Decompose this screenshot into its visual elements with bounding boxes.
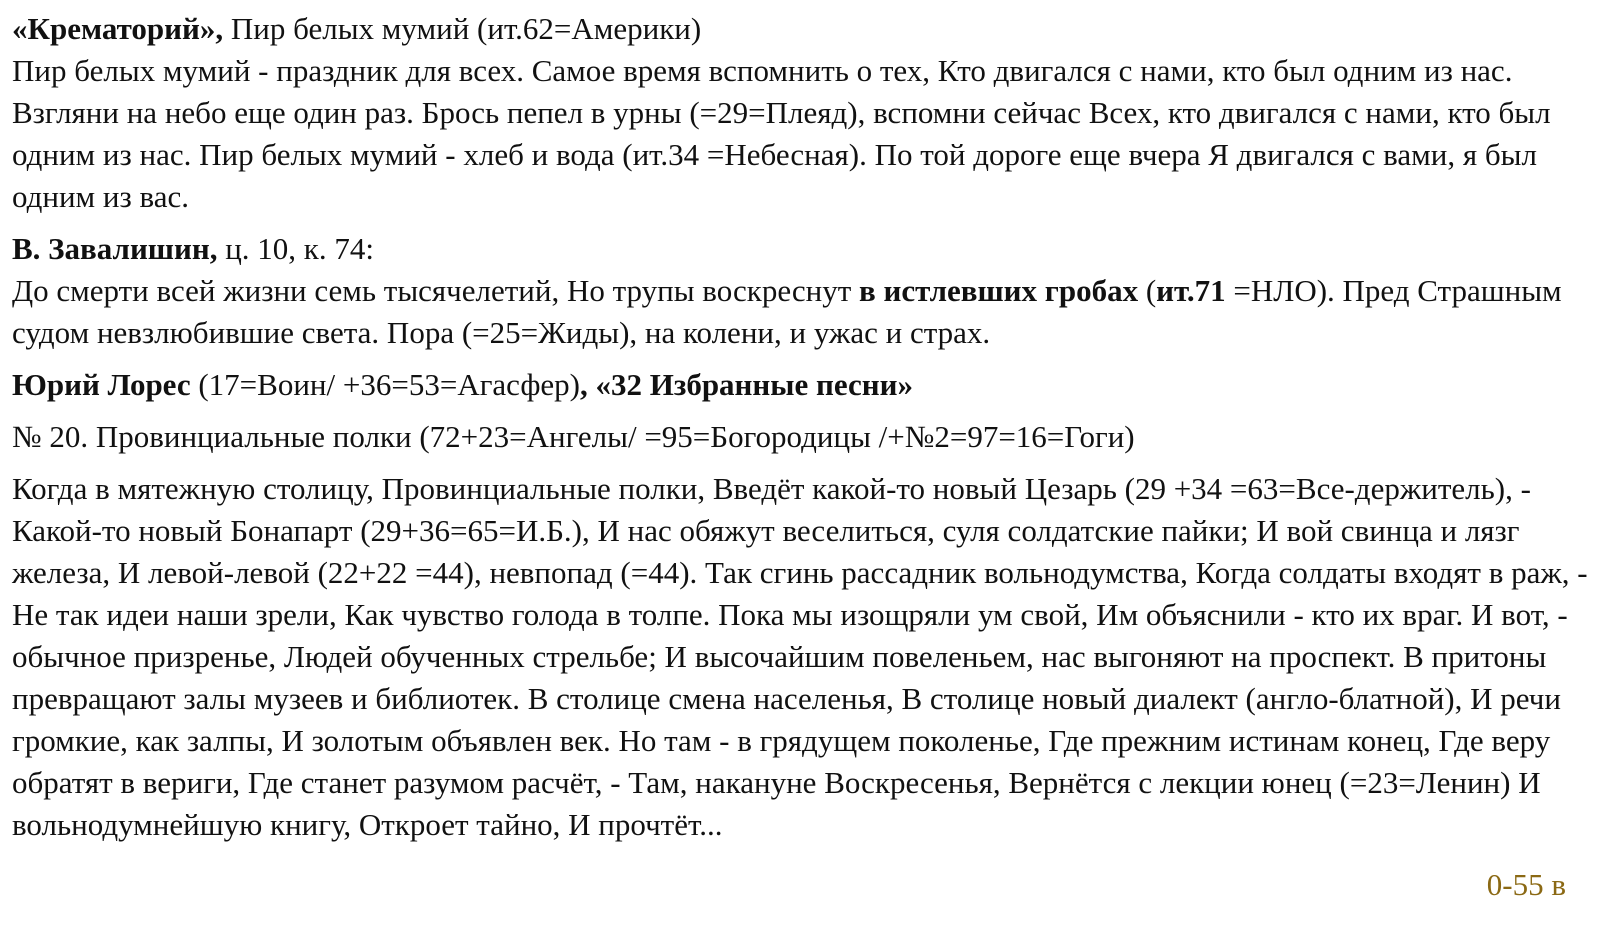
block2-body-bold2: ит.71 [1156,273,1226,308]
block1-body: Пир белых мумий - праздник для всех. Самое время вспомнить о тех, Кто двигался с нами, кто был одним из нас. Взгляни на небо еще один раз. Брось пепел в урны (=29=Плеяд), вспомни сейчас Всех, кто двигался с нами, кто был одним из нас. Пир белых мумий - хлеб и вода (ит.34 =Небесная). По той дороге еще вчера Я двигался с вами, я был одним из вас. [12,53,1551,214]
block2-heading-bold: В. Завалишин, [12,231,218,266]
block2-body-part2: ( [1138,273,1157,308]
block2-body-part1: До смерти всей жизни семь тысячелетий, Но трупы воскреснут [12,273,860,308]
block3-heading-rest: (17=Воин/ +36=53=Агасфер) [190,367,580,402]
block3-heading-bold1: Юрий Лорес [12,367,191,402]
block2-body-bold1: в истлевших гробах [859,273,1139,308]
block2-heading-rest: ц. 10, к. 74: [217,231,374,266]
document-page [12,8,1592,846]
block1-heading-bold: «Крематорий», [12,11,224,46]
block2-body-part3: =НЛО). Пред Страшным судом невзлюбившие света. Пора (=25=Жиды), на колени, и ужас и страх. [12,273,1562,350]
block3-body: Когда в мятежную столицу, Провинциальные полки, Введёт какой-то новый Цезарь (29 +34 =63=Все-держитель), - Какой-то новый Бонапарт (29+36=65=И.Б.), И нас обяжут веселиться, суля солдатские пайки; И вой свинца и лязг железа, И левой-левой (22+22 =44), невпопад (=44). Так сгинь рассадник вольнодумства, Когда солдаты входят в раж, - Не так идеи наши зрели, Как чувство голода в толпе. Пока мы изощряли ум свой, Им объяснили - кто их враг. И вот, - обычное призренье, Людей обученных стрельбе; И высочайшим повеленьем, нас выгоняют на проспект. В притоны превращают залы музеев и библиотек. В столице смена населенья, В столице новый диалект (англо-блатной), И речи громкие, как залпы, И золотым объявлен век. Но там - в грядущем поколенье, Где прежним истинам конец, Где веру обратят в вериги, Где станет разумом расчёт, - Там, накануне Воскресенья, Вернётся с лекции юнец (=23=Ленин) И вольнодумнейшую книгу, Откроет тайно, И прочтёт... [12,471,1588,842]
page-number: 0-55 в [1486,867,1566,902]
block3-subheading: № 20. Провинциальные полки (72+23=Ангелы/ =95=Богородицы /+№2=97=16=Гоги) [12,419,1135,454]
block1-heading-rest: Пир белых мумий (ит.62=Америки) [223,11,702,46]
block3-heading [12,364,1592,406]
block2-heading [12,228,1592,270]
block3-heading-bold2: , «32 Избранные песни» [580,367,913,402]
block1-heading [12,8,1592,50]
block2-body [12,270,1592,354]
